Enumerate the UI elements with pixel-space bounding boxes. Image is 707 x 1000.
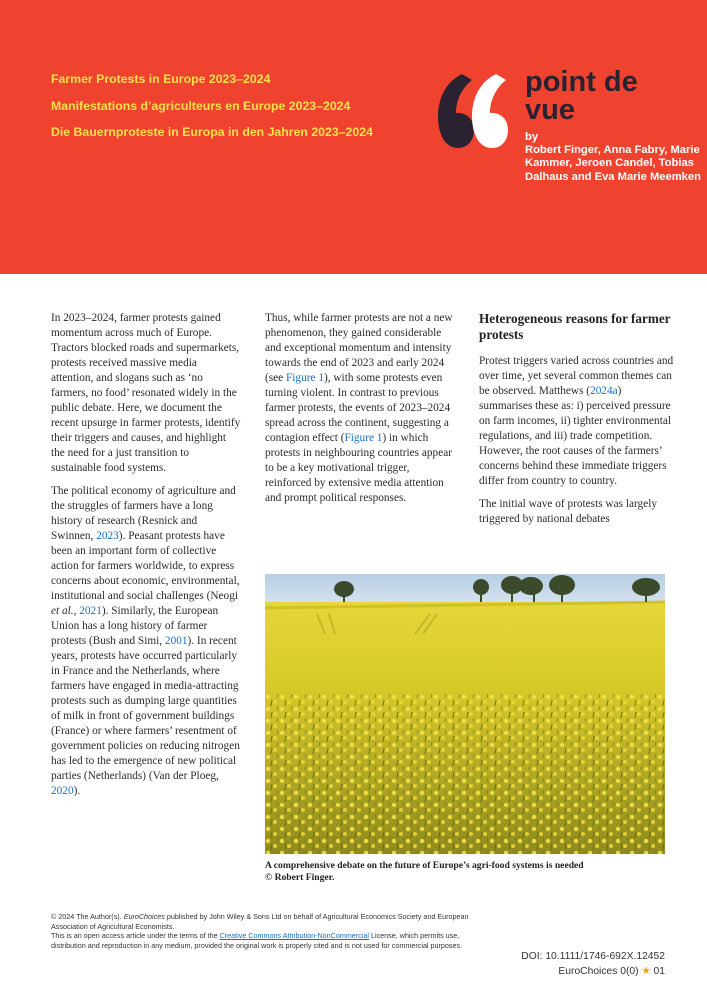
title-german: Die Bauernproteste in Europa in den Jahren 2023–2024 (51, 125, 373, 139)
byline-prefix: by (525, 131, 539, 143)
text-run: Thus, while farmer protests are not a new phenomenon, they gained considerable and exceptional momentum and intensity towards the end of 2023 and early 2024 (see (265, 312, 453, 384)
title-english: Farmer Protests in Europe 2023–2024 (51, 72, 271, 86)
citation-link[interactable]: 2023 (96, 530, 119, 542)
text-run: ). (73, 785, 81, 797)
page-info (521, 964, 665, 979)
text-run: © 2024 The Author(s). (51, 912, 124, 921)
text-run: Protest triggers varied across countries and over time, yet several common themes can be observed. Matthews ( (479, 355, 674, 397)
citation-link[interactable]: 2020 (51, 785, 74, 797)
copyright-line (51, 912, 471, 931)
paragraph: In 2023–2024, farmer protests gained momentum across much of Europe. Tractors blocked roads and supermarkets, protests received massive media attention, and slogans such as ‘no farmers, no food’ resonated widely in the public debate. Here, we document the recent upsurge in farmer protests, identify their triggers and causes, and highlight the need for a just transition to sustainable food systems. (51, 312, 241, 474)
section-label-line2: vue (525, 94, 575, 126)
journal-name: EuroChoices (123, 912, 165, 921)
text-run: The political economy of agriculture and the struggles of farmers have a long history of research (Resnick and Swinnen, (51, 485, 236, 542)
paragraph (265, 311, 455, 506)
photo-illustration (265, 574, 665, 854)
doi-text[interactable]: DOI: 10.1111/1746-692X.12452 (521, 951, 665, 962)
text-run: , (73, 605, 80, 617)
article-titles (51, 72, 373, 152)
header-banner (0, 0, 707, 274)
text-run: ). Peasant protests have been an important form of collective action for farmers worldwide, to express concerns about economic, environmental, institutional and social challenges (Neogi (51, 530, 240, 602)
text-run: ) in which protests in neighbouring countries appear to be a key motivational trigger, reinforced by extensive media attention and prompt political responses. (265, 432, 452, 504)
text-run: ), with some protests even turning violent. In contrast to previous farmer protests, the events of 2023–2024 spread across the continent, suggesting a contagion effect ( (265, 372, 451, 444)
text-run: This is an open access article under the terms of the (51, 931, 220, 941)
byline (525, 131, 705, 184)
section-label (525, 68, 638, 124)
column-3 (479, 311, 675, 535)
page-number: 01 (653, 966, 665, 977)
citation-link[interactable]: 2001 (164, 635, 188, 647)
license-footer (51, 912, 471, 950)
text-run: License, which permits use, distribution and reproduction in any medium, provided the original work is properly cited and is not used for commercial purposes. (51, 931, 463, 950)
license-line (51, 931, 471, 950)
photo-credit: © Robert Finger. (265, 872, 335, 883)
star-icon: ★ (641, 966, 651, 977)
column-2 (265, 311, 455, 514)
citation-link[interactable]: 2024a (590, 385, 618, 397)
section-heading: Heterogeneous reasons for farmer protests (479, 311, 671, 342)
doi-block (521, 949, 665, 979)
caption-text: A comprehensive debate on the future of Europe’s agri-food systems is needed (265, 860, 584, 871)
column-1 (51, 311, 241, 807)
paragraph (479, 354, 675, 489)
text-run: published by John Wiley & Sons Ltd on behalf of Agricultural Economics Society and European Association of Agricultural Economists. (51, 912, 469, 931)
citation-link[interactable]: 2021 (79, 605, 102, 617)
text-run: ) summarises these as: i) perceived pressure on farm incomes, ii) tighter environmental regulations, and iii) trade competition. However, the root causes of the farmers’ concerns behind these immediate triggers differ from country to country. (479, 385, 671, 487)
title-french: Manifestations d’agriculteurs en Europe 2023–2024 (51, 98, 351, 113)
author-list: Robert Finger, Anna Fabry, Marie Kammer, Jeroen Candel, Tobias Dalhaus and Eva Marie Meemken (525, 144, 701, 183)
rapeseed-field-photo (265, 574, 665, 854)
figure-link[interactable]: Figure 1 (344, 432, 383, 444)
text-run: ). Similarly, the European Union has a long history of farmer protests (Bush and Simi, (51, 605, 219, 647)
license-link[interactable]: Creative Commons Attribution-NonCommercial (219, 931, 369, 941)
text-run: ). In recent years, protests have occurred particularly in France and the Netherlands, where farmers have engaged in media-attracting protests such as dumping large quantities of milk in front of government buildings (France) or where farmers’ resentment of government policies on reducing nitrogen has led to the emergence of new political parties (Netherlands) (Van der Ploeg, (51, 635, 240, 782)
paragraph (51, 484, 241, 799)
journal-issue: EuroChoices 0(0) (558, 966, 639, 977)
quote-mark-icon (432, 56, 512, 166)
figure-caption (265, 860, 685, 884)
paragraph: The initial wave of protests was largely triggered by national debates (479, 498, 657, 525)
section-label-line1: point de (525, 66, 638, 98)
figure-link[interactable]: Figure 1 (286, 372, 324, 384)
text-run: et al. (51, 605, 74, 617)
